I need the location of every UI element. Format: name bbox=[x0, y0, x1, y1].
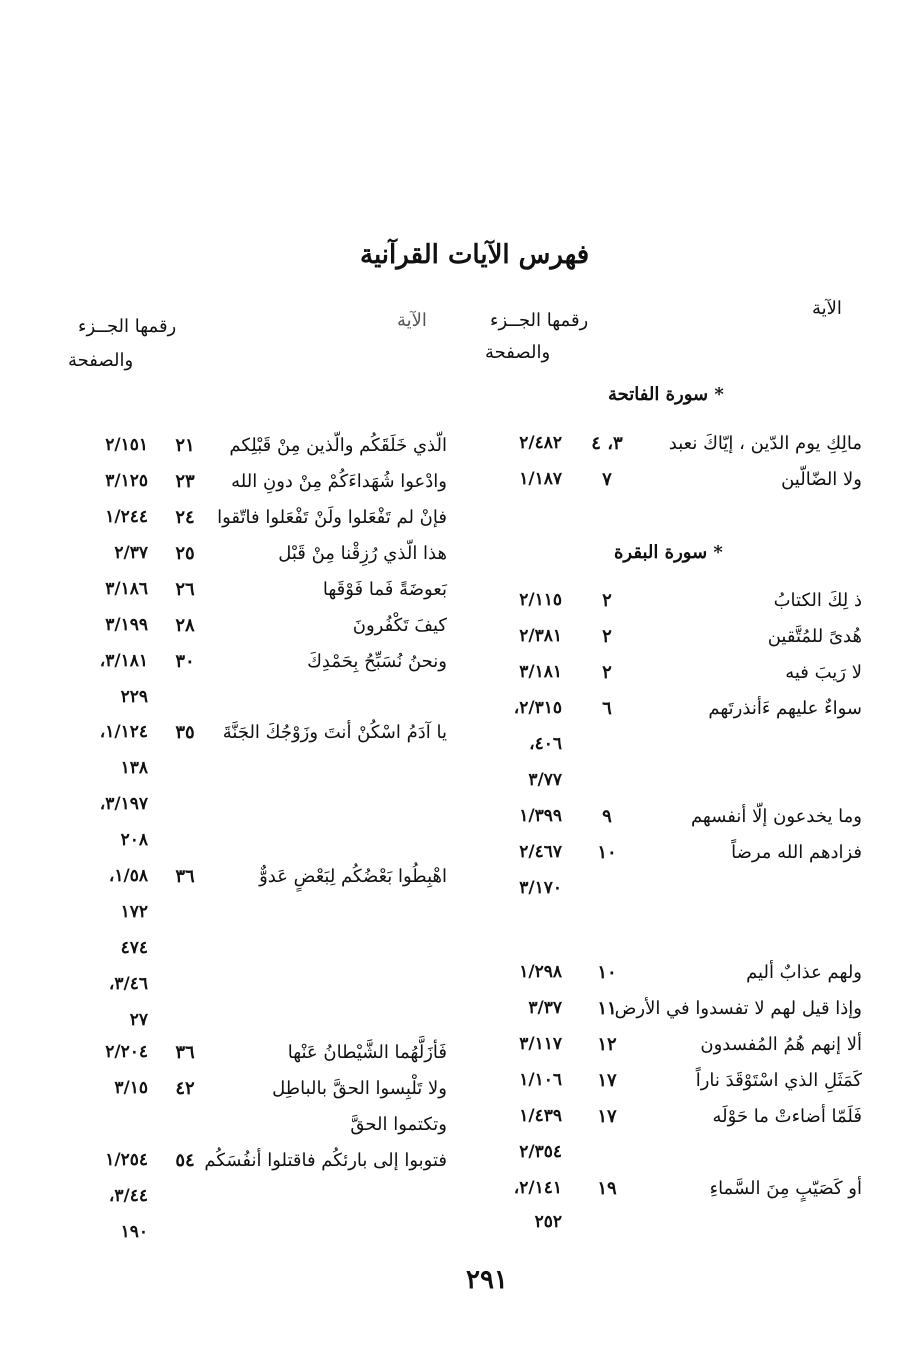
volume-page-reference: ٢٢٩ bbox=[120, 687, 148, 707]
volume-page-reference: ٣/٤٤، bbox=[108, 1186, 148, 1206]
verse-text: كيفَ تَكْفُرونَ bbox=[352, 615, 447, 636]
volume-page-reference: ٢٠٨ bbox=[120, 830, 148, 850]
verse-text: يا آدَمُ اسْكُنْ أنتَ وزَوْجُكَ الجَنَّةَ bbox=[222, 722, 447, 743]
volume-page-reference: ٣/٧٧ bbox=[528, 770, 562, 790]
verse-text: اهْبِطُوا بَعْضُكُم لِبَعْضٍ عَدوٌّ bbox=[259, 866, 447, 887]
surah-heading-baqara: * سورة البقرة bbox=[614, 542, 723, 563]
verse-text: فزادهم الله مرضاً bbox=[731, 842, 862, 863]
verse-text: الّذي خَلَقَكُم والّذين مِنْ قَبْلِكم bbox=[229, 435, 447, 456]
verse-number: ١٠ bbox=[597, 842, 617, 863]
volume-page-reference: ١/٥٨، bbox=[108, 866, 148, 886]
volume-page-reference: ٤٠٦، bbox=[529, 734, 562, 754]
volume-page-reference: ٣/٤٦، bbox=[108, 974, 148, 994]
volume-page-reference: ٣/١٧٠ bbox=[519, 878, 562, 898]
volume-page-reference: ٣/١٩٧، bbox=[99, 794, 148, 814]
verse-number: ٣٠ bbox=[175, 651, 195, 672]
verse-number: ١٧ bbox=[597, 1106, 617, 1127]
volume-page-reference: ٢/١٥١ bbox=[105, 435, 148, 455]
volume-page-reference: ١/٣٩٩ bbox=[519, 806, 562, 826]
volume-page-reference: ١/٢٤٤ bbox=[105, 507, 148, 527]
header-right-ref-line1: رقمها الجــزء bbox=[490, 310, 589, 331]
volume-page-reference: ١٣٨ bbox=[120, 758, 148, 778]
verse-number: ١٠ bbox=[597, 962, 617, 983]
header-left-ref-line2: والصفحة bbox=[68, 350, 134, 371]
verse-number: ٢٣ bbox=[175, 471, 195, 492]
volume-page-reference: ٢/٣٨١ bbox=[519, 626, 562, 646]
volume-page-reference: ٣/١٨١ bbox=[519, 662, 562, 682]
verse-number: ٣٦ bbox=[175, 1042, 195, 1063]
volume-page-reference: ١٧٢ bbox=[120, 902, 148, 922]
verse-number: ٩ bbox=[602, 806, 612, 827]
verse-number: ١٩ bbox=[597, 1178, 617, 1199]
page-title: فهرس الآيات القرآنية bbox=[360, 240, 590, 270]
volume-page-reference: ٣/١٨٦ bbox=[105, 579, 148, 599]
volume-page-reference: ١/٢٩٨ bbox=[519, 962, 562, 982]
header-right-ref-line2: والصفحة bbox=[485, 342, 551, 363]
verse-text: فَأزَلَّهُما الشَّيْطانُ عَنْها bbox=[287, 1042, 447, 1063]
verse-text: ذ لِكَ الكتابُ bbox=[773, 590, 862, 611]
volume-page-reference: ١٩٠ bbox=[120, 1222, 148, 1242]
verse-text: بَعوضَةً فَما فَوْقَها bbox=[322, 579, 447, 600]
verse-text: لا رَيبَ فيه bbox=[785, 662, 862, 683]
verse-text: وما يخدعون إلّا أنفسهم bbox=[690, 806, 862, 827]
volume-page-reference: ١/٢٥٤ bbox=[105, 1150, 148, 1170]
page-number: ٢٩١ bbox=[466, 1265, 508, 1295]
volume-page-reference: ١/٤٣٩ bbox=[519, 1106, 562, 1126]
verse-text: وتكتموا الحقَّ bbox=[350, 1114, 447, 1135]
verse-number: ٣٥ bbox=[175, 722, 195, 743]
verse-number: ٢٥ bbox=[175, 543, 195, 564]
verse-number: ٢١ bbox=[175, 435, 195, 456]
verse-text: فتوبوا إلى بارئكُم فاقتلوا أنفُسَكُم bbox=[204, 1150, 447, 1171]
verse-number: ٢٨ bbox=[175, 615, 195, 636]
volume-page-reference: ٢/١٤١، bbox=[513, 1178, 562, 1198]
volume-page-reference: ٢/٣٥٤ bbox=[519, 1142, 562, 1162]
verse-number: ١٧ bbox=[597, 1070, 617, 1091]
verse-text: وادْعوا شُهَداءَكُمْ مِنْ دونِ الله bbox=[231, 471, 447, 492]
verse-number: ٦ bbox=[602, 698, 612, 719]
volume-page-reference: ٢/٤٦٧ bbox=[519, 842, 562, 862]
surah-heading-fatiha: * سورة الفاتحة bbox=[608, 384, 724, 405]
header-right-verse: الآية bbox=[812, 298, 842, 319]
verse-number: ٢ bbox=[602, 590, 612, 611]
volume-page-reference: ٢/٣٧ bbox=[114, 543, 148, 563]
verse-text: ولا الضّالّين bbox=[781, 469, 862, 490]
verse-text: مالِكِ يوم الدّين ، إيّاكَ نعبد bbox=[668, 433, 862, 454]
verse-number: ٢٦ bbox=[175, 579, 195, 600]
verse-number: ٧ bbox=[602, 469, 612, 490]
verse-text: ونحنُ نُسَبِّحُ بِحَمْدِكَ bbox=[307, 651, 447, 672]
verse-text: وإذا قيل لهم لا تفسدوا في الأرض bbox=[614, 998, 862, 1019]
verse-number: ٢٤ bbox=[175, 507, 195, 528]
verse-text: هُدىً للمُتَّقين bbox=[767, 626, 862, 647]
volume-page-reference: ٤٧٤ bbox=[120, 938, 148, 958]
volume-page-reference: ٢/٢٠٤ bbox=[105, 1042, 148, 1062]
verse-text: كَمَثَلِ الذي اسْتَوْقَدَ ناراً bbox=[695, 1070, 862, 1091]
header-left-ref-line1: رقمها الجــزء bbox=[78, 316, 177, 337]
volume-page-reference: ١/١٨٧ bbox=[519, 469, 562, 489]
volume-page-reference: ٣/١٥ bbox=[114, 1078, 148, 1098]
verse-text: ولهم عذابٌ أليم bbox=[746, 962, 862, 983]
volume-page-reference: ٢/٣١٥، bbox=[513, 698, 562, 718]
verse-text: أو كَصَيّبٍ مِنَ السَّماءِ bbox=[709, 1178, 862, 1199]
volume-page-reference: ١/١٢٤، bbox=[99, 722, 148, 742]
verse-number: ١٢ bbox=[597, 1034, 617, 1055]
verse-number: ١١ bbox=[597, 998, 617, 1019]
verse-text: سواءٌ عليهم ءَأنذرتَهم bbox=[708, 698, 862, 719]
verse-text: فَلَمّا أضاءتْ ما حَوْلَه bbox=[712, 1106, 862, 1127]
volume-page-reference: ٢/١١٥ bbox=[519, 590, 562, 610]
volume-page-reference: ٣/١٨١، bbox=[99, 651, 148, 671]
verse-number: ٣٦ bbox=[175, 866, 195, 887]
header-left-verse: الآية bbox=[397, 310, 427, 331]
verse-text: هذا الّذي رُزِقْنا مِنْ قَبْل bbox=[278, 543, 447, 564]
volume-page-reference: ٣/١٩٩ bbox=[105, 615, 148, 635]
volume-page-reference: ٣/٣٧ bbox=[528, 998, 562, 1018]
verse-number: ٤٢ bbox=[175, 1078, 195, 1099]
volume-page-reference: ٢٥٢ bbox=[534, 1212, 562, 1232]
volume-page-reference: ٣/١١٧ bbox=[519, 1034, 562, 1054]
verse-number: ٢ bbox=[602, 662, 612, 683]
volume-page-reference: ٢/٤٨٢ bbox=[519, 433, 562, 453]
verse-number: ٥٤ bbox=[175, 1150, 195, 1171]
verse-text: ألا إنهم هُمُ المُفسدون bbox=[700, 1034, 862, 1055]
verse-number: ٣، ٤ bbox=[591, 433, 623, 454]
volume-page-reference: ١/١٠٦ bbox=[519, 1070, 562, 1090]
volume-page-reference: ٢٧ bbox=[129, 1010, 148, 1030]
verse-text: ولا تَلْبِسوا الحقَّ بالباطِل bbox=[272, 1078, 447, 1099]
verse-number: ٢ bbox=[602, 626, 612, 647]
volume-page-reference: ٣/١٢٥ bbox=[105, 471, 148, 491]
verse-text: فإنْ لم تَفْعَلوا ولَنْ تَفْعَلوا فاتّقوا bbox=[217, 507, 447, 528]
